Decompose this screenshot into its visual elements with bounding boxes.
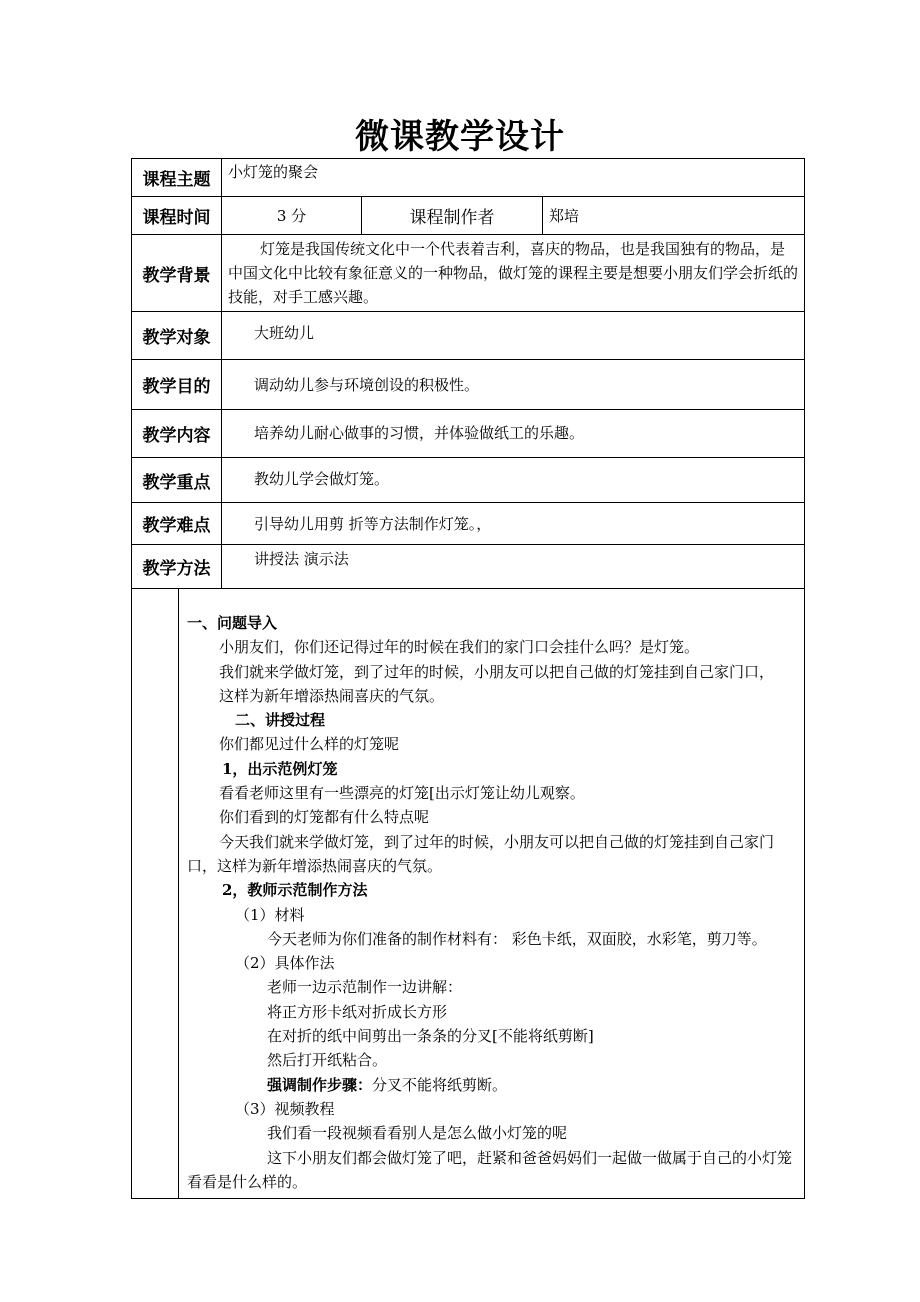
item-heading: （3）视频教程 [235,1099,335,1118]
difficulty-label: 教学难点 [132,503,222,545]
item-heading: （1）材料 [235,905,305,924]
time-value: 3 分 [222,197,362,235]
key-point-label: 教学重点 [132,458,222,503]
page-title: 微课教学设计 [355,117,565,157]
paragraph: 今天老师为你们准备的制作材料有： 彩色卡纸，双面胶，水彩笔，剪刀等。 [267,929,767,948]
row-content [132,410,805,458]
row-difficulty [132,503,805,545]
row-process [132,589,805,1199]
paragraph: 在对折的纸中间剪出一条条的分叉[不能将纸剪断] [267,1027,594,1046]
method-label: 教学方法 [132,545,222,589]
paragraph: 小朋友们，你们还记得过年的时候在我们的家门口会挂什么吗？是灯笼。 [219,638,700,657]
paragraph: 我们看一段视频看看别人是怎么做小灯笼的呢 [267,1124,568,1143]
content-label: 教学内容 [132,410,222,458]
row-key-point [132,458,805,503]
row-background [132,235,805,312]
subheading: 2，教师示范制作方法 [222,881,368,900]
process-margin-cell [132,589,179,1199]
row-time [132,197,805,235]
background-label: 教学背景 [132,235,222,312]
row-goal [132,360,805,410]
paragraph: 我们就来学做灯笼，到了过年的时候，小朋友可以把自己做的灯笼挂到自己家门口， [219,662,775,681]
content-value: 培养幼儿耐心做事的习惯，并体验做纸工的乐趣。 [222,410,805,458]
difficulty-value: 引导幼儿用剪 折等方法制作灯笼。， [222,503,805,545]
emphasis-label: 强调制作步骤： [267,1075,373,1094]
paragraph: 然后打开纸粘合。 [267,1051,388,1070]
row-audience [132,312,805,360]
row-topic [132,159,805,197]
topic-value: 小灯笼的聚会 [222,159,805,197]
method-value: 讲授法 演示法 [222,545,805,589]
topic-label: 课程主题 [132,159,222,197]
maker-label: 课程制作者 [362,197,543,235]
paragraph: 你们都见过什么样的灯笼呢 [219,735,400,754]
time-label: 课程时间 [132,197,222,235]
goal-label: 教学目的 [132,360,222,410]
maker-value: 郑培 [543,197,805,235]
paragraph: 看看老师这里有一些漂亮的灯笼[出示灯笼让幼儿观察。 [219,784,585,803]
item-heading: （2）具体作法 [235,954,335,973]
background-value: 灯笼是我国传统文化中一个代表着吉利，喜庆的物品，也是我国独有的物品，是中国文化中比较有象征意义的一种物品，做灯笼的课程主要是想要小朋友们学会折纸的技能，对手工感兴趣。 [222,235,805,312]
subheading: 1，出示范例灯笼 [222,759,338,778]
audience-label: 教学对象 [132,312,222,360]
lesson-plan-table [131,158,805,1199]
paragraph: 今天我们就来学做灯笼，到了过年的时候，小朋友可以把自己做的灯笼挂到自己家门口，这样为新年增添热闹喜庆的气氛。 [187,832,775,875]
section-heading: 一、问题导入 [187,614,278,632]
key-point-value: 教幼儿学会做灯笼。 [222,458,805,503]
paragraph: 你们看到的灯笼都有什么特点呢 [219,808,430,827]
paragraph: 这样为新年增添热闹喜庆的气氛。 [219,686,445,705]
section-heading: 二、讲授过程 [235,711,326,730]
audience-value: 大班幼儿 [222,312,805,360]
row-method [132,545,805,589]
process-content [179,589,805,1199]
paragraph [187,1073,796,1097]
paragraph: 将正方形卡纸对折成长方形 [267,1002,448,1021]
emphasis-text: 分叉不能将纸剪断。 [372,1075,508,1094]
paragraph: 这下小朋友们都会做灯笼了吧，赶紧和爸爸妈妈们一起做一做属于自己的小灯笼看看是什么样的。 [187,1148,793,1191]
paragraph: 老师一边示范制作一边讲解： [267,978,463,997]
goal-value: 调动幼儿参与环境创设的积极性。 [222,360,805,410]
